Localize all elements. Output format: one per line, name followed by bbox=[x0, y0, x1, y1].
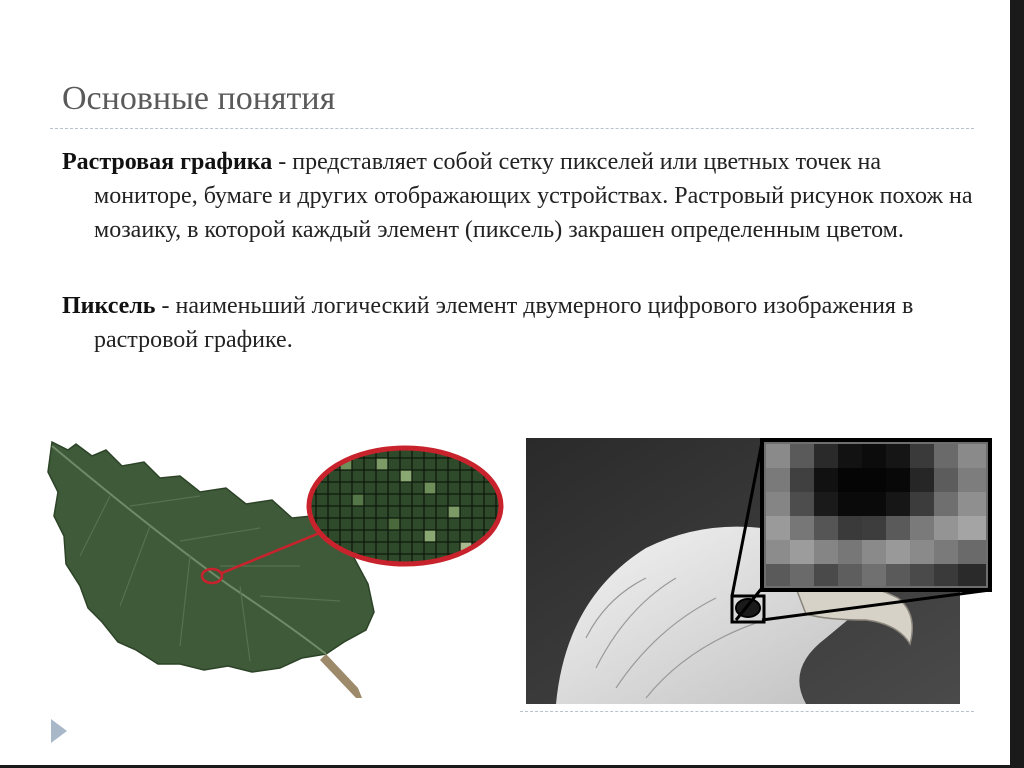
bottom-divider bbox=[520, 711, 974, 712]
leaf-stem bbox=[320, 654, 362, 698]
magnified-eye-grid bbox=[762, 440, 990, 590]
paragraph-raster-graphics bbox=[62, 145, 974, 247]
definition-raster-graphics: - представляет собой сетку пикселей или цветных точек на мониторе, бумаге и других отображающих устройствах. Растровый рисунок похож на мозаику, в которой каждый элемент (пиксель) закрашен определенным цветом. bbox=[94, 149, 973, 243]
paragraph-pixel bbox=[62, 289, 974, 357]
term-pixel: Пиксель bbox=[62, 293, 156, 319]
term-raster-graphics: Растровая графика bbox=[62, 149, 273, 175]
play-arrow-icon[interactable] bbox=[50, 718, 68, 744]
leaf-illustration bbox=[40, 436, 520, 708]
slide-edge-right bbox=[1010, 0, 1024, 768]
title-divider bbox=[50, 128, 974, 129]
definition-pixel: - наименьший логический элемент двумерного цифрового изображения в растровой графике. bbox=[94, 293, 914, 353]
eagle-illustration bbox=[526, 438, 994, 708]
slide-title: Основные понятия bbox=[62, 80, 336, 117]
